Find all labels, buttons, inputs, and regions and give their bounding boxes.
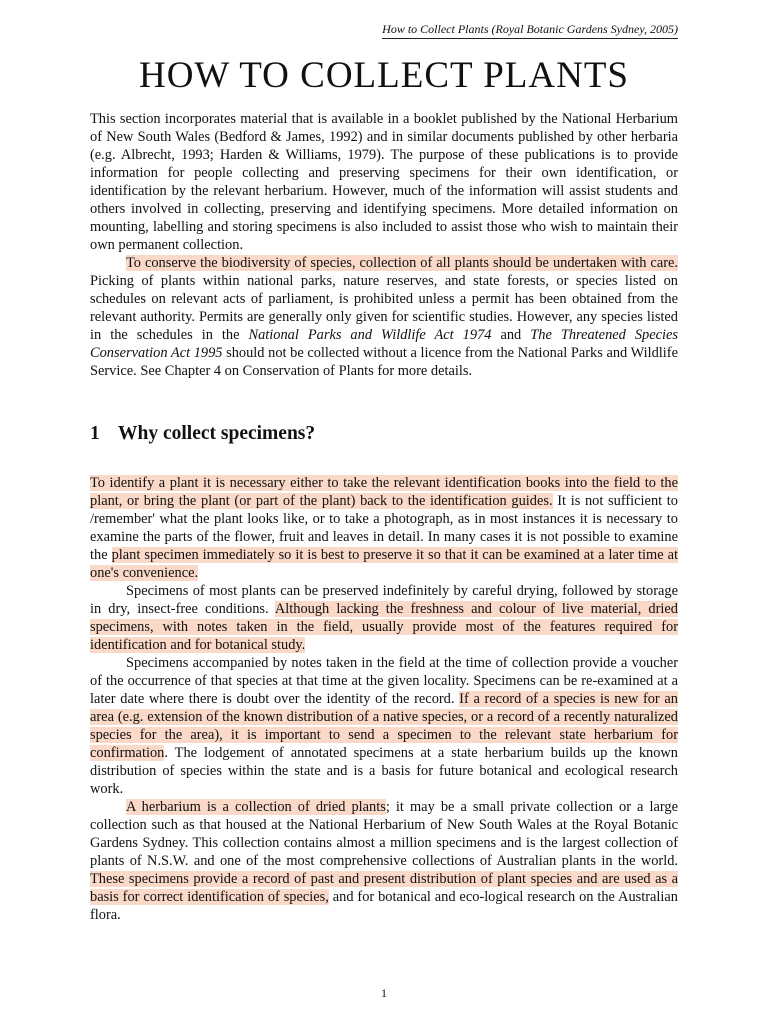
text-run: It is not sufficient to /remember' what the plant looks like, or to take a photograph, as in most instances it is necessary to examine the parts of the flower, fruit and leaves in detail. In many cases it is not possible to examine the (90, 493, 678, 563)
section-title: Why collect specimens? (118, 423, 316, 444)
page-number: 1 (381, 986, 387, 1000)
section-paragraph-1 (90, 474, 678, 582)
text-run: Picking of plants within national parks, nature reserves, and state forests, or species listed on schedules on relevant acts of parliament, is prohibited unless a permit has been obtained from the relevant authority. Permits are generally only given for scientific studies. However, any species listed in the schedules in the (90, 273, 678, 343)
text-run: should not be collected without a licence from the National Parks and Wildlife Service. See Chapter 4 on Conservation of Plants for more details. (90, 345, 678, 379)
highlight: plant specimen immediately so it is best to preserve it so that it can be examined at a later time at one's convenience. (90, 547, 678, 581)
highlight: To identify a plant it is necessary either to take the relevant identification books into the field to the plant, or bring the plant (or part of the plant) back to the identification guides. (90, 475, 678, 509)
text-run: Specimens accompanied by notes taken in the field at the time of collection provide a voucher of the occurrence of that species at that time at the given locality. Specimens can be re-examined at a later date where there is doubt over the identity of the record. (90, 655, 678, 707)
intro-paragraph-1: This section incorporates material that is available in a booklet published by the National Herbarium of New South Wales (Bedford & James, 1992) and in similar documents published by other herbaria (e.g. Albrecht, 1993; Harden & Williams, 1979). The purpose of these publications is to provide information for people collecting and preserving specimens for their own identification, or identification by the relevant herbarium. However, much of the information will assist students and others involved in collecting, preserving and identifying specimens. More detailed information on mounting, labelling and storing specimens is also included to assist those who wish to maintain their own permanent collection. (90, 111, 678, 253)
highlight: A herbarium is a collection of dried plants (126, 799, 386, 815)
text-run: . The lodgement of annotated specimens at a state herbarium builds up the known distribution of species within the state and is a basis for future botanical and ecological research work. (90, 745, 678, 797)
text-run: and for botanical and eco-logical research on the Australian flora. (90, 889, 678, 923)
section-paragraph-4 (90, 798, 678, 924)
text-run: ; it may be a small private collection or a large collection such as that housed at the National Herbarium of New South Wales at the Royal Botanic Gardens Sydney. This collection contains almost a million specimens and is the largest collection of plants of N.S.W. and one of the most comprehensive collections of Australian plants in the world. (90, 799, 679, 869)
highlight: These specimens provide a record of past and present distribution of plant species and are used as a basis for correct identification of species, (90, 871, 678, 905)
running-header: How to Collect Plants (Royal Botanic Gardens Sydney, 2005) (382, 22, 678, 39)
section-1-body (90, 474, 678, 924)
section-paragraph-2 (90, 582, 678, 654)
section-paragraph-3 (90, 654, 678, 798)
page-title: HOW TO COLLECT PLANTS (138, 55, 630, 96)
highlight: If a record of a species is new for an area (e.g. extension of the known distribution of a native species, or a record of a recently naturalized species for the area), it is important to send a specimen to the relevant state herbarium for confirmation (90, 691, 678, 761)
highlight: Although lacking the freshness and colour of live material, dried specimens, with notes taken in the field, usually provide most of the features required for identification and for botanical study. (90, 601, 678, 653)
intro-section (90, 110, 678, 380)
text-run: and (491, 327, 531, 343)
intro-paragraph-2 (90, 254, 678, 380)
text-run: Specimens of most plants can be preserved indefinitely by careful drying, followed by storage in dry, insect-free conditions. (90, 583, 678, 617)
act-title: National Parks and Wildlife Act 1974 (248, 327, 492, 343)
highlight: To conserve the biodiversity of species, collection of all plants should be undertaken with care. (126, 255, 678, 271)
act-title: The Threatened Species Conservation Act 1995 (90, 327, 678, 361)
section-heading (90, 423, 315, 445)
section-number: 1 (90, 423, 100, 444)
